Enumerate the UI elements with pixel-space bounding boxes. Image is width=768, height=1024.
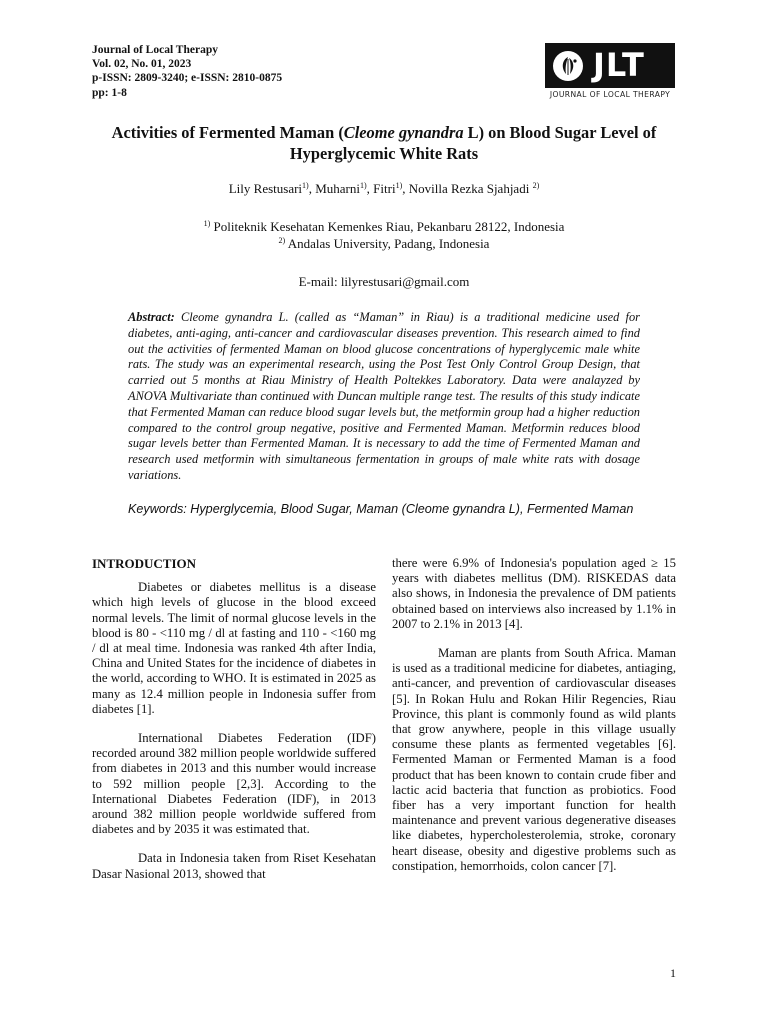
journal-pages: pp: 1-8 xyxy=(92,86,127,99)
affiliation: $^{2)}$ Andalas University, Padang, Indonesia xyxy=(278,235,490,251)
logo-subtitle: JOURNAL OF LOCAL THERAPY xyxy=(549,90,671,99)
paragraph: International Diabetes Federation (IDF) recorded around 382 million people worldwide suffered from diabetes in 2013 and this number would increase to 592 million people [2,3]. According to the International Diabetes Federation (IDF), in 2013 around 382 million people worldwide suffered from diabetes and by 2035 it was estimated that. xyxy=(92,731,376,837)
abstract xyxy=(128,310,640,484)
logo-box xyxy=(545,43,675,88)
abstract-text: Cleome gynandra L. (called as “Maman” in Riau) is a traditional medicine used for diabetes, anti-aging, anti-cancer and cardiovascular diseases prevention. This research aimed to find out the activities of fermented Maman on blood glucose concentrations of hyperglycemic male white rats. The study was an experimental research, using the Post Test Only Control Group Design, that carried out 5 months at Riau Ministry of Health Poltekkes Laboratory. Data were analayzed by ANOVA Multivariate than continued with Duncan multiple range test. The results of this study indicate that Fermented Maman can reduce blood sugar levels but, the metformin group had a higher reduction compared to the control group negative, positive and Fermented Maman. Metformin reduces blood sugar levels better than Fermented Maman. It is necessary to add the time of Fermented Maman and research used metformin with simultaneous fermentation in groups of male white rats with dosage variations. xyxy=(128,310,640,482)
page-number: 1 xyxy=(670,966,676,980)
title-part-1: Activities of Fermented Maman ( xyxy=(111,123,344,142)
title-species: Cleome gynandra xyxy=(343,123,464,142)
author-list xyxy=(0,181,768,197)
author: Fitri$^{1)}$, xyxy=(373,181,409,196)
section-heading: INTRODUCTION xyxy=(92,556,197,571)
journal-info xyxy=(92,43,282,100)
paragraph: Diabetes or diabetes mellitus is a disease which high levels of glucose in the blood exceed normal levels. The limit of normal glucose levels in the blood is 80 - <110 mg / dl at fasting and 110 - <160 mg / dl at meal time. Indonesia was ranked 4th after India, China and United States for the incidence of diabetes in the world, according to WHO. It is estimated in 2025 as many as 12.4 million people in Indonesia suffer from diabetes [1]. xyxy=(92,580,376,716)
author: Novilla Rezka Sjahjadi $^{2)}$ xyxy=(408,181,540,196)
contact-email: E-mail: lilyrestusari@gmail.com xyxy=(298,274,470,289)
journal-volume: Vol. 02, No. 01, 2023 xyxy=(92,58,192,71)
author: Muharni$^{1)}$, xyxy=(315,181,374,196)
author: Lily Restusari$^{1)}$, xyxy=(228,181,316,196)
column-right xyxy=(392,556,676,874)
paragraph: Maman are plants from South Africa. Maman is used as a traditional medicine for diabetes, antiaging, anti-cancer, and prevention of cardiovascular diseases [5]. In Rokan Hulu and Rokan Hilir Regencies, Riau Province, this plant is commonly found as wild plants that grow anywhere, people in this village usually consume these plants as fermented vegetables [6]. Fermented Maman or Fermented Maman is a food product that has been known to contain crude fiber and lactic acid bacteria that function as probiotics. Food fiber has a very important function for health maintenance and prevent various degenerative diseases like diabetes, hypercholesterolemia, stroke, coronary heart disease, obesity and digestive problems such as constipation, hemorrhoids, colon cancer [7]. xyxy=(392,646,676,873)
column-left xyxy=(92,556,376,882)
logo-text: JLT xyxy=(593,46,645,84)
leaf-emblem-icon xyxy=(553,51,583,81)
affiliation: $^{1)}$ Politeknik Kesehatan Kemenkes Riau, Pekanbaru 28122, Indonesia xyxy=(203,219,565,234)
journal-logo xyxy=(539,43,681,103)
affiliations xyxy=(0,219,768,252)
title-part-2: L) on Blood Sugar Level of Hyperglycemic White Rats xyxy=(289,123,657,163)
paper-title xyxy=(60,122,708,164)
paragraph: Data in Indonesia taken from Riset Kesehatan Dasar Nasional 2013, showed that xyxy=(92,851,376,881)
paragraph: there were 6.9% of Indonesia's population aged ≥ 15 years with diabetes mellitus (DM). RISKEDAS data also shows, in Indonesia the prevalence of DM patients obtained based on interviews also increased by 1.1% in 2007 to 2.1% in 2013 [4]. xyxy=(392,556,676,631)
abstract-label: Abstract: xyxy=(128,310,175,324)
journal-issn: p-ISSN: 2809-3240; e-ISSN: 2810-0875 xyxy=(92,72,283,85)
journal-name: Journal of Local Therapy xyxy=(92,44,218,56)
keywords: Keywords: Hyperglycemia, Blood Sugar, Maman (Cleome gynandra L), Fermented Maman xyxy=(128,502,634,516)
